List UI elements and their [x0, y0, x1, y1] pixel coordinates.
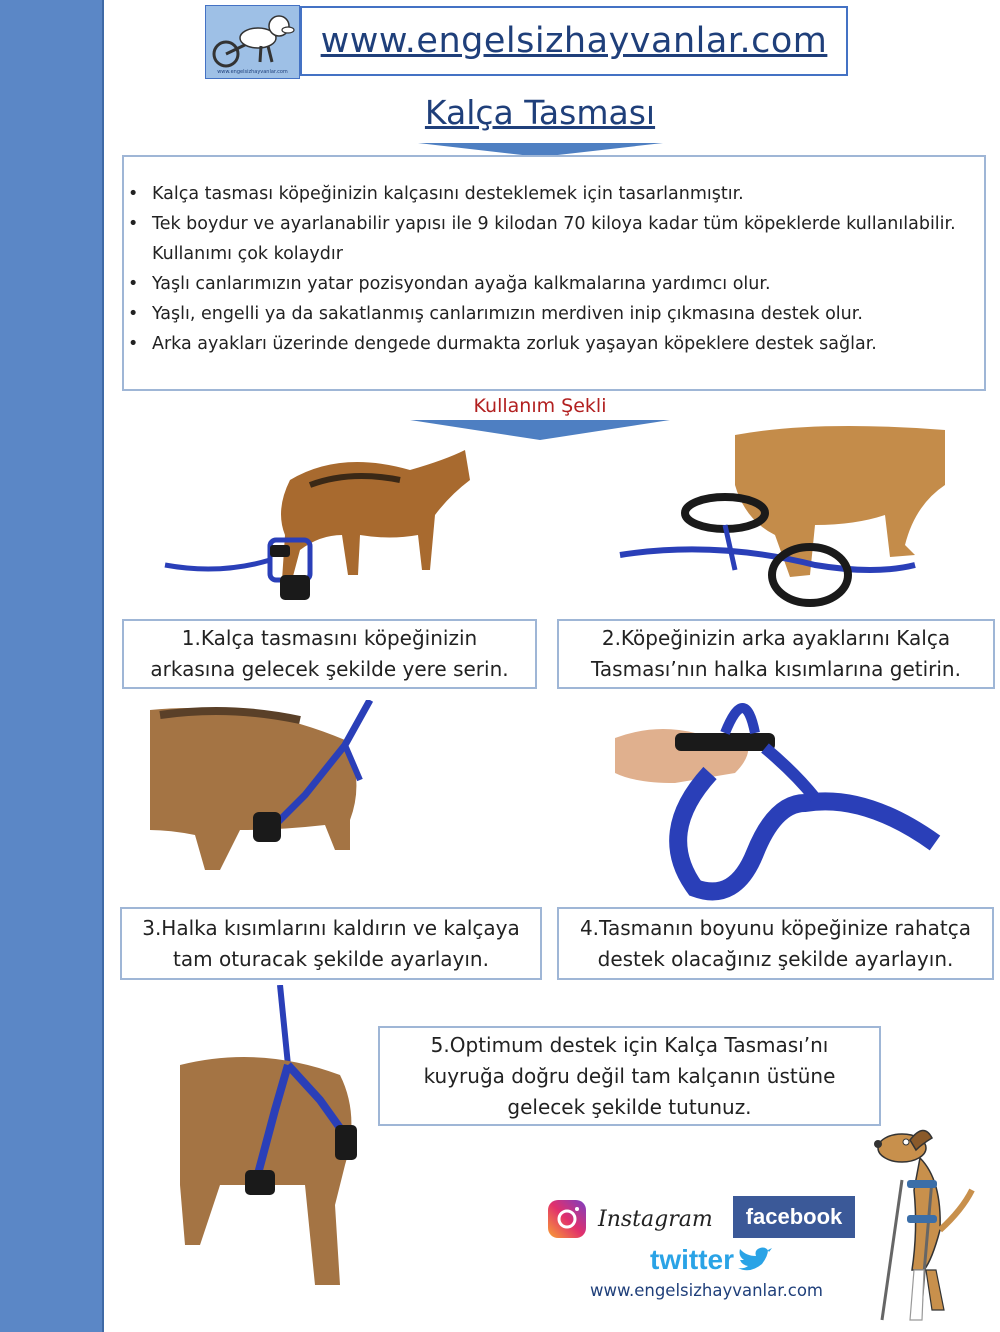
usage-title: Kullanım Şekli — [473, 395, 607, 417]
step1-photo — [160, 440, 475, 615]
step5-caption — [378, 1026, 881, 1126]
step5-line3: gelecek şekilde tutunuz. — [507, 1094, 752, 1119]
hand-adjusting-strap-image — [615, 693, 945, 903]
step3-line2: tam oturacak şekilde ayarlayın. — [173, 946, 489, 971]
step5-line2: kuyruğa doğru değil tam kalçanın üstüne — [423, 1063, 836, 1088]
cartoon-dog-on-crutches-icon — [862, 1120, 982, 1325]
page-title: Kalça Tasması — [424, 93, 656, 132]
twitter-label: twitter — [650, 1244, 734, 1275]
step5-line1: 5.Optimum destek için Kalça Tasması’nı — [430, 1032, 829, 1057]
instagram-label: Instagram — [598, 1206, 713, 1232]
step4-photo — [615, 693, 945, 903]
feature-item: • Yaşlı, engelli ya da sakatlanmış canlarımızın merdiven inip çıkmasına destek olur. — [124, 299, 984, 329]
twitter-bird-icon — [736, 1246, 772, 1274]
instagram-icon — [546, 1198, 588, 1240]
feature-item: • Arka ayakları üzerinde dengede durmakta zorluk yaşayan köpeklere destek sağlar. — [124, 329, 984, 359]
harness-lifted-on-hip-image — [150, 700, 380, 900]
step2-photo — [615, 425, 1000, 615]
step4-caption — [557, 907, 994, 980]
step2-line1: 2.Köpeğinizin arka ayaklarını Kalça — [601, 626, 951, 650]
step1-line1: 1.Kalça tasmasını köpeğinizin — [181, 626, 478, 650]
dog-with-harness-on-ground-image — [160, 440, 475, 615]
step1-caption — [122, 619, 537, 689]
footer-url[interactable]: www.engelsizhayvanlar.com — [590, 1281, 823, 1300]
instagram-link[interactable] — [546, 1198, 713, 1240]
feature-item: • Yaşlı canlarımızın yatar pozisyondan ayağa kalkmalarına yardımcı olur. — [124, 269, 984, 299]
step3-photo — [150, 700, 380, 900]
feature-item: • Kalça tasması köpeğinizin kalçasını desteklemek için tasarlanmıştır. — [124, 179, 984, 209]
dog-legs-in-harness-rings-image — [615, 425, 1000, 615]
twitter-link[interactable] — [650, 1244, 772, 1276]
harness-on-hip-correct-position-image — [180, 985, 360, 1315]
step3-line1: 3.Halka kısımlarını kaldırın ve kalçaya — [142, 915, 520, 940]
step2-line2: Tasması’nın halka kısımlarına getirin. — [591, 657, 961, 681]
website-url[interactable]: www.engelsizhayvanlar.com — [320, 21, 828, 61]
step4-line1: 4.Tasmanın boyunu köpeğinize rahatça — [579, 915, 972, 940]
features-list — [124, 157, 984, 359]
facebook-link[interactable] — [733, 1196, 855, 1238]
feature-item: • Tek boydur ve ayarlanabilir yapısı ile 9 kilodan 70 kiloya kadar tüm köpeklerde kullanılabilir. Kullanımı çok kolaydır — [124, 209, 984, 269]
logo-caption: www.engelsizhayvanlar.com — [217, 69, 288, 75]
step3-caption — [120, 907, 542, 980]
site-logo[interactable] — [205, 5, 300, 79]
features-box — [122, 155, 986, 391]
step2-caption — [557, 619, 995, 689]
step5-photo — [180, 985, 360, 1315]
left-sidebar-band — [0, 0, 104, 1332]
dog-wheelchair-logo-icon — [206, 6, 299, 78]
step1-line2: arkasına gelecek şekilde yere serin. — [150, 657, 509, 681]
facebook-label: facebook — [745, 1204, 843, 1229]
step4-line2: destek olacağınız şekilde ayarlayın. — [597, 946, 954, 971]
website-url-box[interactable] — [300, 6, 848, 76]
